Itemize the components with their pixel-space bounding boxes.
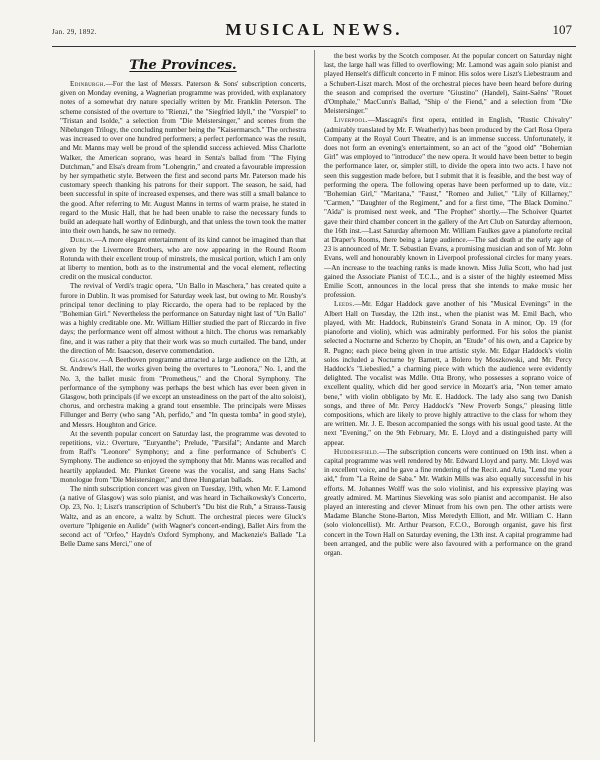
paragraph-text: the best works by the Scotch composer. At the popular concert on Saturday night last, the large hall was filled to overflowing; Mr. Lamond was again solo pianist and played Henselt's difficult concerto in F minor. His solos were Liszt's Liebestraum and a Schubert-Liszt march. Most of the orchestral pieces have been heard before during the season and comprised the overture "Giustino" (Handel), Saint-Saëns' "Rouet d'Omphale," MacCunn's Ballad, "Ship o' the Fiend," and a selection from "Die Meistersinger." bbox=[324, 52, 572, 116]
place-heading: Dublin. bbox=[70, 236, 95, 245]
article-paragraph bbox=[60, 282, 306, 356]
page-header bbox=[52, 14, 576, 44]
paragraph-text: The revival of Verdi's tragic opera, "Un Ballo in Maschera," has created quite a furore in Dublin. It was promised for Saturday week last, but owing to Mr. Rousby's principal tenor declining to play Riccardo, the opera had to be replaced by the "Bohemian Girl." Nevertheless the performance on Saturday night last of "Un Ballo" was a highly creditable one. Mr. William Hillier studied the part of Riccardo in five days; the performance went off almost without a hitch. The chorus was remarkably fine, and it was rather a pity that their work was so much curtailed. The band, under the direction of Mr. Isaacson, deserve commendation. bbox=[60, 282, 306, 355]
article-paragraph bbox=[324, 116, 572, 300]
article-paragraph bbox=[60, 356, 306, 430]
article-paragraph bbox=[60, 236, 306, 282]
paragraph-text: —Mr. Edgar Haddock gave another of his "Musical Evenings" in the Albert Hall on Tuesday, the 12th inst., when the pianist was M. Emil Bach, who played, with Mr. Haddock, Rubinstein's Grand Sonata in A minor, Op. 19 (for pianoforte and violin), which was admirably performed. For his solos the pianist selected a Nocturne and Scherzo by Chopin, an "Etude" of his own, and a Caprice by R. Pugno; each piece being given in true artistic style. Mr. Edgar Haddock's violin solos included a Nocturne by Barnett, a Bolero by Moszkowski, and Mr. Percy Haddock's "Liebeslied," a charming piece with which the audience were evidently delighted. The vocalist was Mdlle. Otta Brony, who possesses a soprano voice of excellent quality, which did her good service in Mozart's aria, "Non temer amato bene," with violin obbligato by Mr. E. Haddock. The lady also sang two Danish songs, and three of Mr. Percy Haddock's "New Proverb Songs," pleasing little compositions, which are likely to prove highly attractive to the class for whom they are written. Mr. J. E. Ibeson accompanied the songs with his usual good taste. At the next "Evening," on the 9th February, Mr. E. Lloyd and a distinguished party will appear. bbox=[324, 300, 572, 447]
article-paragraph bbox=[324, 300, 572, 447]
place-heading: Liverpool. bbox=[334, 116, 368, 125]
place-heading: Glasgow. bbox=[70, 356, 101, 365]
place-heading: Huddersfield. bbox=[334, 447, 380, 456]
article-paragraph bbox=[60, 485, 306, 549]
left-column-paragraphs bbox=[60, 80, 306, 549]
paragraph-text: The ninth subscription concert was given on Tuesday, 19th, when Mr. F. Lamond (a native of Glasgow) was solo pianist, and was heard in Tschaikowsky's Concerto, Op. 23, No. 1; Liszt's transcription of Schubert's "Du bist die Ruh," a Strauss-Tausig Waltz, and as an encore, a waltz by Schutt. The orchestral pieces were Gluck's overture "Iphigenie en Aulide" (with Wagner's concert-ending), Ballet Airs from the second act of "Orfeo," Haydn's Oxford Symphony, and Mackenzie's Ballade "La Belle Dame sans Merci," one of bbox=[60, 484, 306, 549]
paragraph-text: —Mascagni's first opera, entitled in English, "Rustic Chivalry" (admirably translated by Mr. F. Weatherly) has been produced by the Carl Rosa Opera Company at the Royal Court Theatre, and is an immense success. Unfortunately, it does not form an evening's entertainment, so an act of the "good old" "Bohemian Girl" was employed to "introduce" the new opera. It would have been better to begin the performance later, or, simpler still, to divide the opera into two acts. I have not seen this suggestion made before, but I submit that it is feasible, and the best way of performing the opera. The following operas have been performed up to date, viz.: "Bohemian Girl," "Maritana," "Faust," "Romeo and Juliet," "Lily of Killarney," "Carmen," "Daughter of the Regiment," and for a first time, "The Black Domino." "Aïda" is promised next week, and "The Prophet" shortly.—The Schoiver Quartet gave their third chamber concert in the gallery of the Art Club on Saturday afternoon, the 16th inst.—Last Saturday afternoon Mr. William Faulkes gave a pianoforte recital at Draper's Rooms, there being a large audience.—The sad death at the early age of 23 is announced of Mr. T. Sebastian Evans, a promising musician and son of Mr. John Evans, well and honourably known in Liverpool professional circles for many years.—An increase to the teaching ranks is made known. Miss Julia Scott, who had just gained the Associate Pianist of T.C.L., and is a sister of the highly esteemed Miss Emilie Scott, announces in the local press that she intends to make music her profession. bbox=[324, 116, 572, 300]
right-column-paragraphs bbox=[324, 52, 572, 558]
paragraph-text: —A Beethoven programme attracted a large audience on the 12th, at St. Andrew's Hall, the works given being the overtures to "Leonora," No. 1, and the No. 3, the ballet music from "Prometheus," and the Choral Symphony. The performance of the symphony was perhaps the best which has ever been given in Glasgow, both principals (if we except an unsteadiness on the part of the alto soloist), chorus, and orchestra making a grand tout ensemble. The principals were Misses Fillunger and Berry (who sang "Ah, perfido," and "In questa tomba" in good style), and Messrs. Houghton and Grice. bbox=[60, 356, 306, 429]
left-column bbox=[60, 52, 306, 744]
paragraph-text: At the seventh popular concert on Saturday last, the programme was devoted to repetitions, viz.: Overture, "Euryanthe"; Prelude, "Parsifal"; Andante and March from Raff's "Leonore" Symphony; and a fine performance of Schubert's C Symphony. The audience so enjoyed the symphony that Mr. Manns was recalled and heartily applauded. Mr. Plunket Greene was the vocalist, and sang Hans Sachs' monologue from "Die Meistersinger," and three Hungarian ballads. bbox=[60, 429, 306, 484]
section-title: The Provinces. bbox=[129, 58, 237, 73]
article-paragraph bbox=[324, 448, 572, 558]
article-paragraph bbox=[324, 52, 572, 116]
paragraph-text: —A more elegant entertainment of its kind cannot be imagined than that given by the Livermore Brothers, who are now appearing in the Round Room Rotunda with their excellent troup of minstrels, the musical portion, which I am only at liberty to mention, both as to the instrumental and the vocal element, reflecting credit on the musical conductor. bbox=[60, 236, 306, 282]
article-paragraph bbox=[60, 430, 306, 485]
paragraph-text: —The subscription concerts were continued on 19th inst. when a capital programme was well rendered by Mr. Edward Lloyd and party. Mr. Lloyd was in excellent voice, and he gave a fine rendering of the Recit. and Aria, "Lend me your aid," from "La Reine de Saba." Mr. Watkin Mills was also equally successful in his efforts. M. Johannes Wolff was the solo violinist, and his expressive playing was greatly admired. M. Martinus Sieveking was solo pianist and accompanist. He also played an interesting and clever Minuet from his own pen. The other artists were Madame Blanche Stone-Barton, Miss Meredyth Elliott, and Mr. William C. Hann (solo violoncellist). Mr. Arthur Pearson, F.C.O., Borough organist, gave his first concert in the Town Hall on Saturday evening, the 13th inst. A capital programme had been arranged, and the public were also favoured with a performance on the grand organ. bbox=[324, 447, 572, 557]
publication-title: MUSICAL NEWS. bbox=[225, 20, 403, 39]
right-column bbox=[324, 52, 572, 744]
article-paragraph bbox=[60, 80, 306, 236]
issue-date: Jan. 29, 1892. bbox=[52, 28, 97, 36]
page-number: 107 bbox=[552, 22, 572, 37]
place-heading: Edinburgh. bbox=[70, 80, 106, 88]
column-divider bbox=[314, 50, 315, 742]
paragraph-text: —For the last of Messrs. Paterson & Sons' subscription concerts, given on Monday evening, a Wagnerian programme was provided, with explanatory notes of a somewhat dry nature specially written by Mr. Franklin Peterson. The scheme consisted of the overture to "Rienzi," the "Siegfried Idyll," the "Vorspiel" to "Tristan and Isolde," a selection from "Die Meistersinger," and scenes from the Nibelungen Trilogy, the concluding number being the "Kaisermarsch." The orchestra was increased to over one hundred performers; a perfect performance was the result, and Mr. Manns may well be proud of the splendid success achieved. Miss Charlotte Walker, the American soprano, was heard in Senta's ballad from "The Flying Dutchman," and Elsa's dream from "Lohengrin," and created a favourable impression by her sympathetic style. Between the first and second parts Mr. Paterson made his customary speech thanking his patrons for their support. The season, he said, had been successful in spite of increased expenses, and there was still a small balance to the good. After referring to Mr. August Manns in terms of warm praise, he stated in regard to the Music Hall, that he had been unable to raise the necessary funds to build an adequate hall worthy of Edinburgh, and that unless the town took the matter into their own hands, he saw no remedy. bbox=[60, 80, 306, 236]
place-heading: Leeds. bbox=[334, 300, 355, 309]
header-rule bbox=[52, 46, 576, 47]
